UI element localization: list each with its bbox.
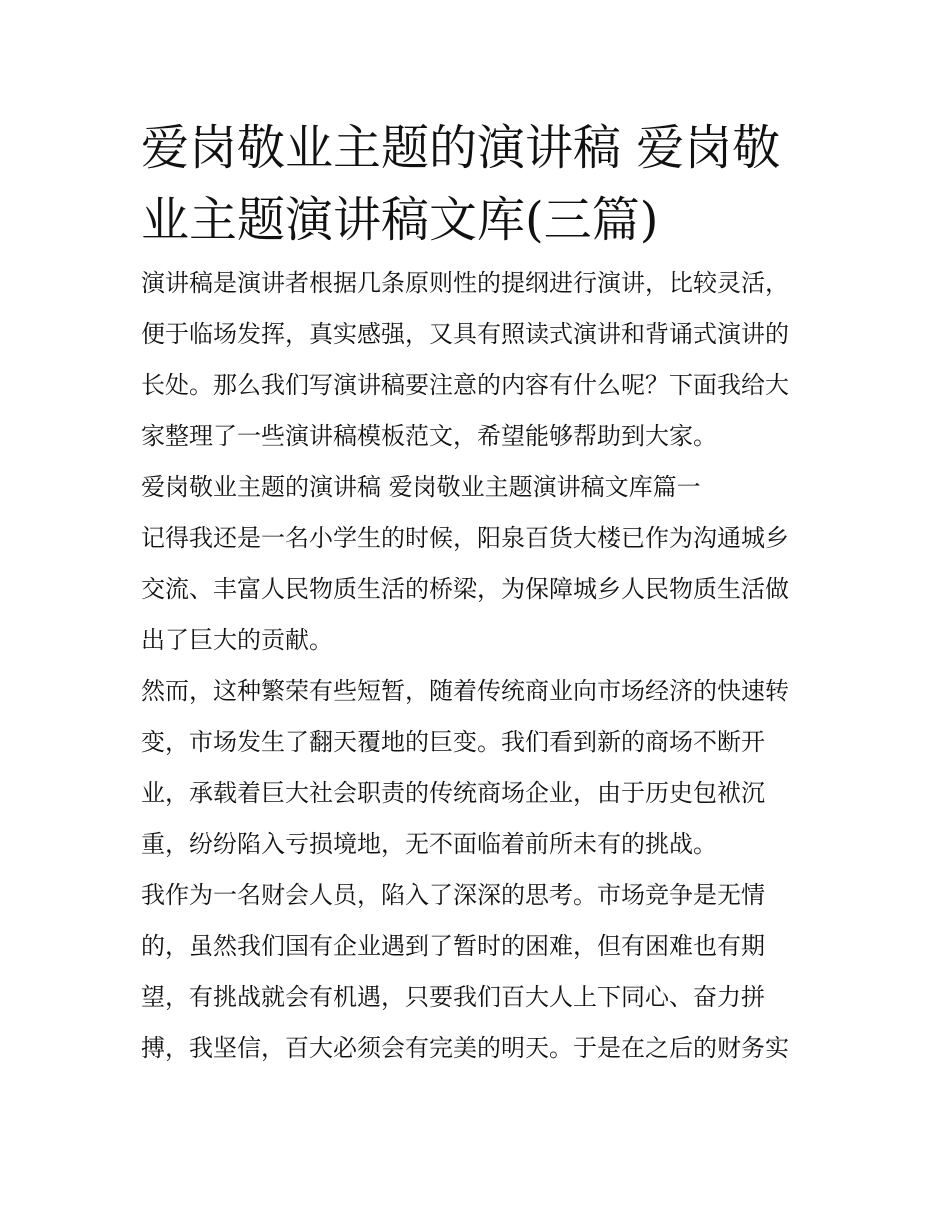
text-line: 演讲稿是演讲者根据几条原则性的提纲进行演讲，比较灵活， [141, 269, 789, 297]
title-line-1: 爱岗敬业主题的演讲稿 爱岗敬 [141, 120, 781, 176]
paragraph-intro [141, 258, 821, 462]
text-line: 记得我还是一名小学生的时候，阳泉百货大楼已作为沟通城乡 [141, 524, 789, 552]
text-line: 交流、丰富人民物质生活的桥梁，为保障城乡人民物质生活做 [141, 575, 789, 603]
text-line: 的，虽然我们国有企业遇到了暂时的困难，但有困难也有期 [141, 932, 765, 960]
paragraph-2 [141, 666, 821, 870]
text-line: 重，纷纷陷入亏损境地，无不面临着前所未有的挑战。 [141, 830, 717, 858]
paragraph-3 [141, 870, 821, 1074]
text-line: 业，承载着巨大社会职责的传统商场企业，由于历史包袱沉 [141, 779, 765, 807]
document-body [141, 258, 821, 1074]
title-line-2: 业主题演讲稿文库(三篇) [141, 192, 659, 248]
text-line: 出了巨大的贡献。 [141, 626, 333, 654]
text-line: 搏，我坚信，百大必须会有完美的明天。于是在之后的财务实 [141, 1034, 789, 1062]
text-line: 变，市场发生了翻天覆地的巨变。我们看到新的商场不断开 [141, 728, 765, 756]
text-line: 我作为一名财会人员，陷入了深深的思考。市场竞争是无情 [141, 881, 765, 909]
text-line: 然而，这种繁荣有些短暂，随着传统商业向市场经济的快速转 [141, 677, 789, 705]
text-line: 爱岗敬业主题的演讲稿 爱岗敬业主题演讲稿文库篇一 [141, 473, 701, 501]
text-line: 便于临场发挥，真实感强，又具有照读式演讲和背诵式演讲的 [141, 320, 789, 348]
text-line: 望，有挑战就会有机遇，只要我们百大人上下同心、奋力拼 [141, 983, 765, 1011]
section-heading [141, 462, 821, 513]
text-line: 家整理了一些演讲稿模板范文，希望能够帮助到大家。 [141, 422, 717, 450]
document-content [141, 112, 821, 1074]
document-title [141, 112, 821, 256]
text-line: 长处。那么我们写演讲稿要注意的内容有什么呢？下面我给大 [141, 371, 789, 399]
paragraph-1 [141, 513, 821, 666]
